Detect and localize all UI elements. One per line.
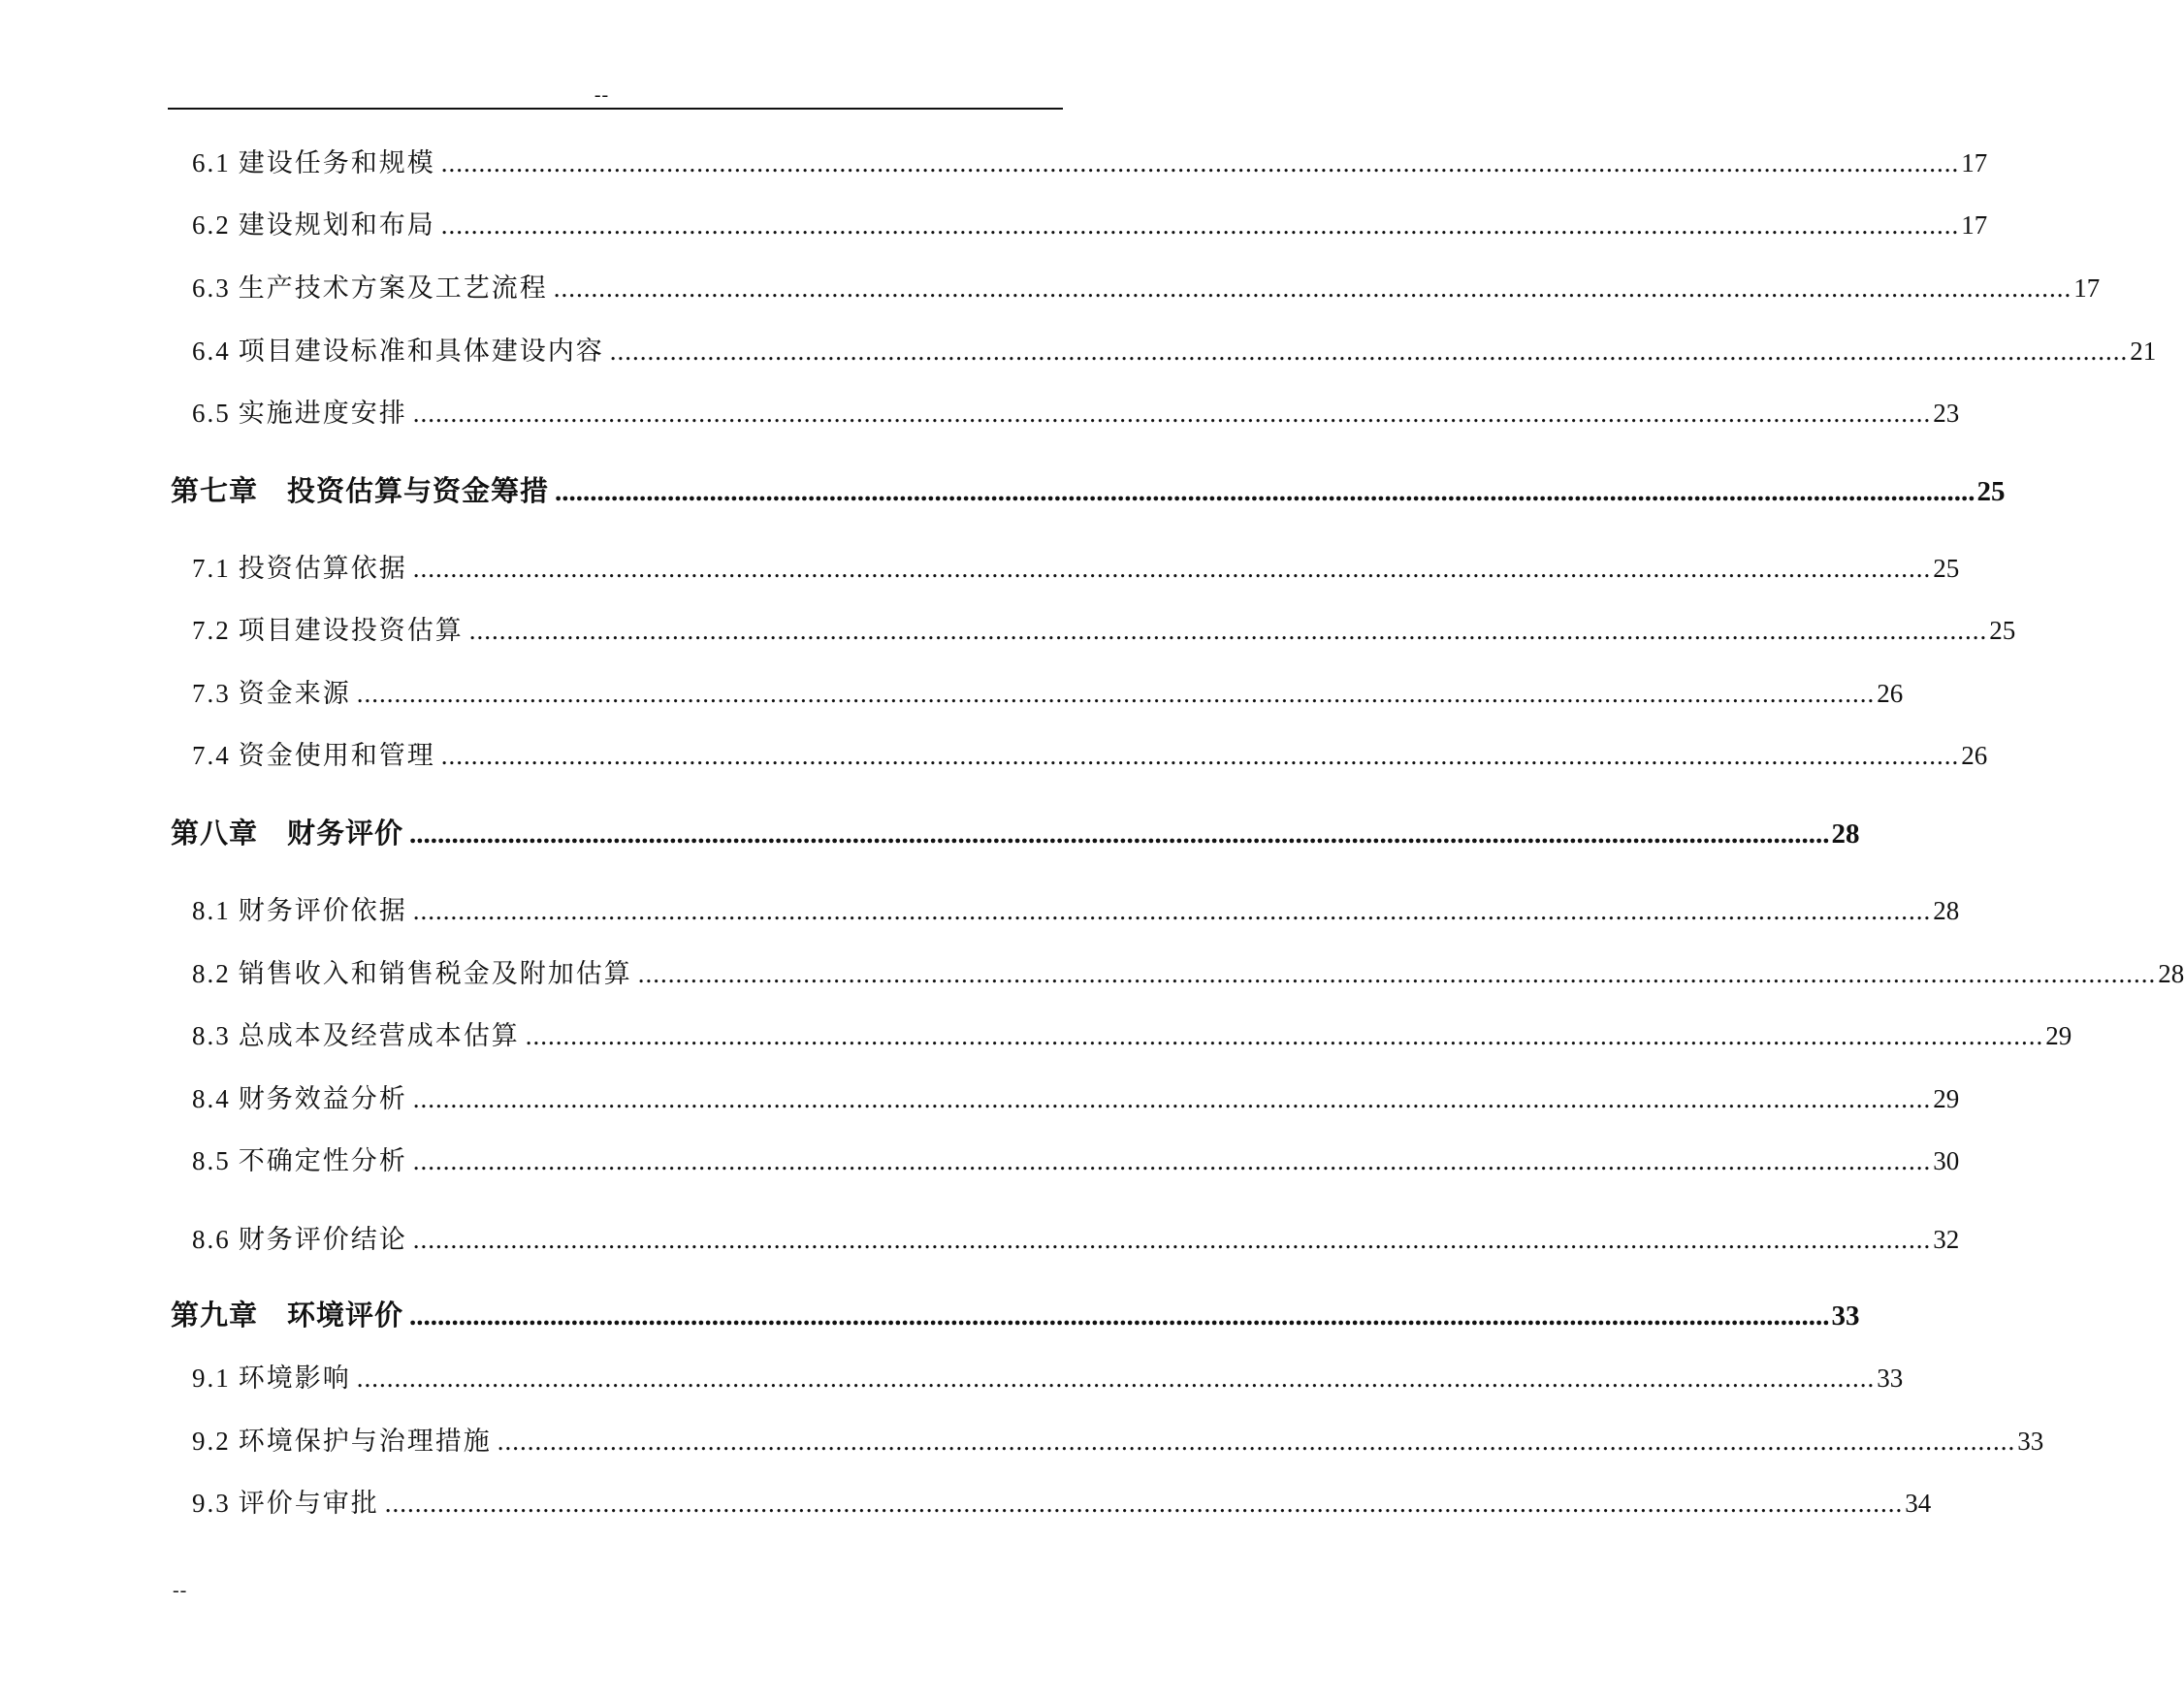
toc-entry-6-2[interactable]: [192, 204, 1988, 241]
toc-entry-number: 8.6: [192, 1225, 231, 1254]
toc-entry-title: 项目建设投资估算: [238, 616, 464, 645]
toc-entry-page: 26: [1961, 741, 1988, 770]
toc-entry-8-3[interactable]: [192, 1014, 2072, 1052]
toc-entry-page: 25: [1933, 554, 1960, 583]
toc-entry-number: 7.4: [192, 741, 231, 770]
toc-entry-title: 投资估算依据: [238, 554, 407, 583]
toc-entry-title: 环境保护与治理措施: [238, 1427, 492, 1456]
toc-entry-7-1[interactable]: [192, 547, 1960, 585]
toc-entry-title: 财务评价结论: [238, 1225, 407, 1254]
toc-entry-7-2[interactable]: [192, 609, 2016, 647]
toc-entry-9-2[interactable]: [192, 1420, 2044, 1458]
toc-entry-title: 建设规划和布局: [238, 210, 435, 240]
toc-entry-page: 29: [2045, 1021, 2072, 1050]
toc-entry-title: 评价与审批: [238, 1489, 379, 1518]
toc-dot-leader: ..........................................................................................................................................................................................................: [468, 616, 1988, 645]
toc-entry-page: 26: [1877, 679, 1904, 708]
page-header-mark: --: [594, 84, 610, 106]
toc-dot-leader: ..........................................................................................................................................................................................................: [440, 741, 1960, 770]
toc-entry-number: 7.2: [192, 616, 231, 645]
toc-entry-page: 17: [1961, 210, 1988, 240]
toc-entry-6-4[interactable]: [192, 330, 2157, 368]
toc-entry-title: 财务效益分析: [238, 1084, 407, 1113]
toc-dot-leader: ..........................................................................................................................................................................................................: [384, 1489, 1904, 1518]
toc-entry-number: 8.1: [192, 896, 231, 925]
toc-entry-title: 建设任务和规模: [238, 148, 435, 177]
toc-entry-number: 6.3: [192, 273, 231, 303]
toc-entry-number: 9.3: [192, 1489, 231, 1518]
toc-dot-leader: ..........................................................................................................................................................................................................: [553, 273, 2072, 303]
page-footer-mark: --: [173, 1580, 188, 1601]
toc-entry-page: 23: [1933, 399, 1960, 428]
toc-entry-8-6[interactable]: [192, 1218, 1960, 1256]
toc-entry-page: 17: [1961, 148, 1988, 177]
toc-entry-page: 34: [1905, 1489, 1932, 1518]
toc-dot-leader: ..........................................................................................................................................................................................................: [412, 1225, 1932, 1254]
toc-entry-number: 6.5: [192, 399, 231, 428]
toc-dot-leader: ..........................................................................................................................................................................................................: [412, 1146, 1932, 1175]
toc-dot-leader: ..........................................................................................................................................................................................................: [409, 818, 1830, 850]
toc-entry-title: 环境影响: [238, 1364, 351, 1393]
toc-chapter-page: 28: [1831, 818, 1860, 850]
toc-entry-number: 9.1: [192, 1364, 231, 1393]
toc-entry-number: 8.5: [192, 1146, 231, 1175]
toc-entry-page: 17: [2073, 273, 2101, 303]
toc-chapter-7[interactable]: [171, 469, 2006, 509]
toc-entry-page: 28: [1933, 896, 1960, 925]
toc-dot-leader: ..........................................................................................................................................................................................................: [440, 210, 1960, 240]
toc-entry-6-1[interactable]: [192, 142, 1988, 179]
toc-entry-page: 32: [1933, 1225, 1960, 1254]
toc-entry-title: 项目建设标准和具体建设内容: [238, 337, 604, 366]
toc-dot-leader: ..........................................................................................................................................................................................................: [440, 148, 1960, 177]
toc-entry-7-4[interactable]: [192, 734, 1988, 772]
toc-entry-8-5[interactable]: [192, 1139, 1960, 1177]
toc-entry-title: 生产技术方案及工艺流程: [238, 273, 548, 303]
toc-entry-title: 总成本及经营成本估算: [238, 1021, 520, 1050]
toc-dot-leader: ..........................................................................................................................................................................................................: [412, 896, 1932, 925]
toc-entry-page: 21: [2130, 337, 2157, 366]
toc-dot-leader: ..........................................................................................................................................................................................................: [609, 337, 2129, 366]
toc-dot-leader: ..........................................................................................................................................................................................................: [525, 1021, 2044, 1050]
toc-chapter-title: 财务评价: [287, 818, 404, 850]
toc-chapter-8[interactable]: [171, 812, 1860, 851]
toc-dot-leader: ..........................................................................................................................................................................................................: [497, 1427, 2016, 1456]
toc-entry-number: 9.2: [192, 1427, 231, 1456]
toc-entry-number: 8.4: [192, 1084, 231, 1113]
toc-entry-title: 资金来源: [238, 679, 351, 708]
toc-entry-9-3[interactable]: [192, 1482, 1932, 1520]
toc-entry-title: 实施进度安排: [238, 399, 407, 428]
toc-entry-number: 8.3: [192, 1021, 231, 1050]
toc-entry-number: 7.1: [192, 554, 231, 583]
toc-entry-title: 销售收入和销售税金及附加估算: [238, 959, 632, 988]
toc-dot-leader: ..........................................................................................................................................................................................................: [412, 1084, 1932, 1113]
toc-dot-leader: ..........................................................................................................................................................................................................: [412, 554, 1932, 583]
toc-entry-number: 6.4: [192, 337, 231, 366]
toc-entry-title: 财务评价依据: [238, 896, 407, 925]
toc-dot-leader: ..........................................................................................................................................................................................................: [412, 399, 1932, 428]
toc-chapter-title: 环境评价: [287, 1300, 404, 1332]
toc-chapter-number: 第九章: [171, 1300, 259, 1332]
toc-dot-leader: ..........................................................................................................................................................................................................: [356, 679, 1876, 708]
toc-entry-number: 7.3: [192, 679, 231, 708]
toc-entry-title: 资金使用和管理: [238, 741, 435, 770]
toc-dot-leader: ..........................................................................................................................................................................................................: [409, 1300, 1830, 1332]
toc-entry-number: 6.2: [192, 210, 231, 240]
toc-entry-page: 25: [1989, 616, 2016, 645]
toc-entry-8-4[interactable]: [192, 1077, 1960, 1115]
toc-chapter-number: 第七章: [171, 476, 259, 507]
toc-entry-number: 8.2: [192, 959, 231, 988]
toc-entry-8-2[interactable]: [192, 952, 2184, 990]
toc-chapter-page: 33: [1831, 1300, 1860, 1332]
toc-entry-6-3[interactable]: [192, 267, 2101, 305]
toc-dot-leader: ..........................................................................................................................................................................................................: [555, 476, 1975, 507]
toc-chapter-number: 第八章: [171, 818, 259, 850]
toc-chapter-page: 25: [1976, 476, 2006, 507]
toc-entry-page: 28: [2158, 959, 2184, 988]
toc-entry-page: 33: [1877, 1364, 1904, 1393]
toc-entry-7-3[interactable]: [192, 672, 1904, 710]
toc-entry-page: 33: [2017, 1427, 2044, 1456]
toc-chapter-title: 投资估算与资金筹措: [287, 476, 550, 507]
toc-entry-page: 29: [1933, 1084, 1960, 1113]
toc-dot-leader: ..........................................................................................................................................................................................................: [637, 959, 2157, 988]
toc-entry-8-1[interactable]: [192, 889, 1960, 927]
toc-dot-leader: ..........................................................................................................................................................................................................: [356, 1364, 1876, 1393]
toc-entry-title: 不确定性分析: [238, 1146, 407, 1175]
toc-entry-9-1[interactable]: [192, 1357, 1904, 1395]
toc-entry-6-5[interactable]: [192, 392, 1960, 430]
toc-entry-number: 6.1: [192, 148, 231, 177]
toc-entry-page: 30: [1933, 1146, 1960, 1175]
toc-chapter-9[interactable]: [171, 1294, 1860, 1333]
